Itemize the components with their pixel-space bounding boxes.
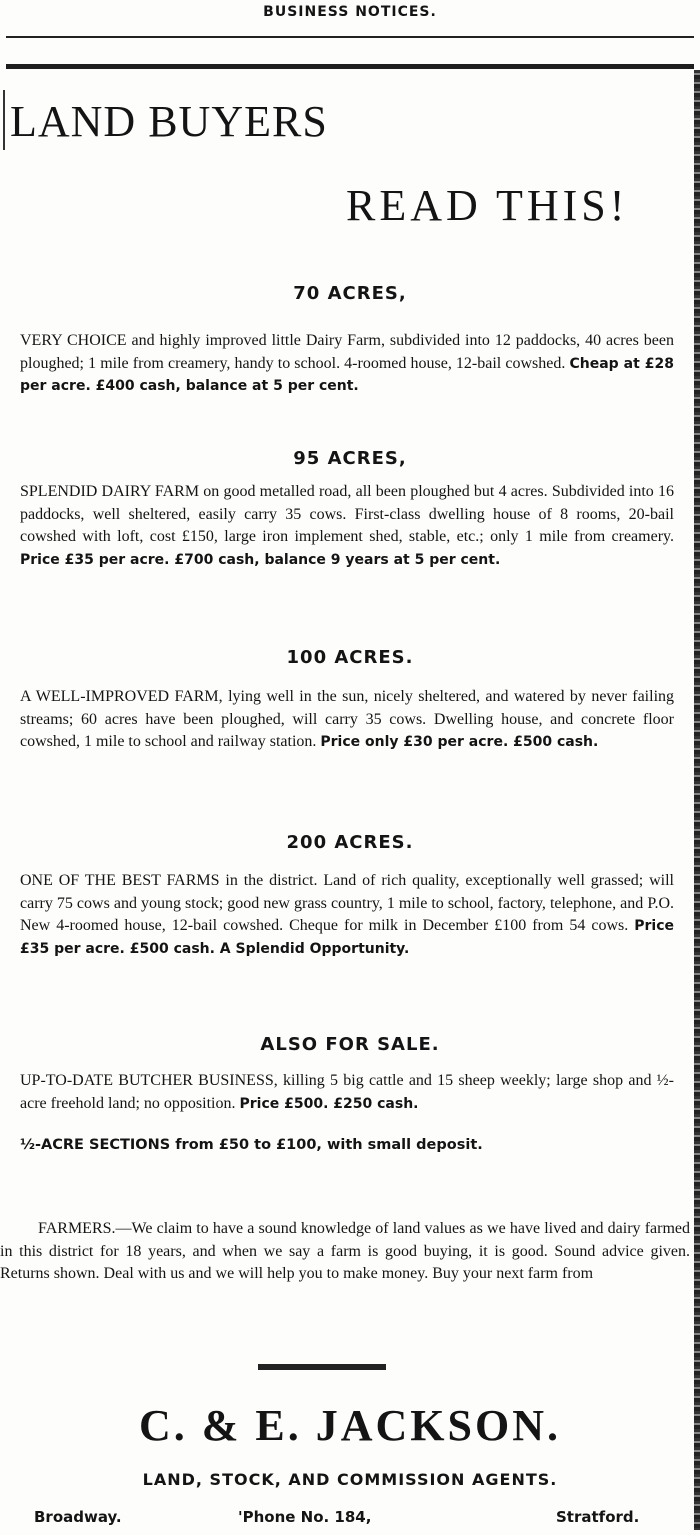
firm-name: C. & E. JACKSON.: [138, 1401, 562, 1450]
headline-read-this: READ THIS!: [346, 181, 629, 230]
listing-lead: SPLENDID DAIRY FARM: [20, 483, 200, 500]
footer-phone: 'Phone No. 184,: [238, 1508, 372, 1526]
listing-body: and highly improved little Dairy Farm, subdivided into 12 paddocks, 40 acres been ploughed; 1 mile from creamery, handy to school. 4-roomed house, 12-bail cowshed.: [20, 332, 674, 372]
listing-text: [20, 870, 674, 960]
listing-lead: ONE OF THE BEST FARMS: [20, 872, 220, 889]
ad-left-border: [3, 90, 5, 150]
section-header: BUSINESS NOTICES.: [263, 4, 437, 20]
listing-heading: 200 ACRES.: [286, 832, 414, 853]
decorative-rule: [258, 1364, 386, 1370]
listing-body: lying well in the sun, nicely sheltered, and watered by never failing streams; 60 acres have been ploughed, will carry 35 cows. Dwelling house, and concrete floor cowshed, 1 mile to school and railway station.: [20, 688, 675, 750]
listing-lead: VERY CHOICE: [20, 332, 127, 349]
ad-top-border: [6, 64, 694, 69]
listing-price: Price only £30 per acre. £500 cash.: [320, 734, 599, 750]
headline-land-buyers: LAND BUYERS: [10, 97, 328, 146]
listing-heading: 100 ACRES.: [286, 647, 414, 668]
sections-offer: ½-ACRE SECTIONS from £50 to £100, with small deposit.: [20, 1137, 483, 1153]
listing-body: in the district. Land of rich quality, exceptionally well grassed; will carry 75 cows and young stock; good new grass country, 1 mile to school, factory, telephone, and P.O. New 4-roomed house, 12-bail cowshed. Cheque for milk in December £100 from 54 cows.: [20, 872, 674, 934]
listing-lead: A WELL-IMPROVED FARM,: [20, 688, 223, 705]
listing-price: Cheap at £28 per acre. £400 cash, balance at 5 per cent.: [20, 355, 675, 394]
footer-address: Broadway.: [34, 1508, 122, 1526]
listing-price: Price £500. £250 cash.: [239, 1095, 419, 1112]
listing-heading: 95 ACRES,: [293, 448, 407, 469]
header-rule: [6, 36, 694, 38]
footer-town: Stratford.: [556, 1508, 640, 1526]
listing-price: Price £35 per acre. £500 cash. A Splendid Opportunity.: [20, 918, 674, 957]
listing-heading: ALSO FOR SALE.: [260, 1034, 440, 1055]
listing-text: [20, 686, 674, 754]
listing-price: Price £35 per acre. £700 cash, balance 9 years at 5 per cent.: [20, 551, 501, 568]
listing-text: [20, 1070, 674, 1115]
listing-text: [20, 481, 674, 571]
listing-text: [20, 330, 674, 398]
agents-line: LAND, STOCK, AND COMMISSION AGENTS.: [142, 1470, 558, 1489]
listing-body: killing 5 big cattle and 15 sheep weekly; large shop and ½-acre freehold land; no opposition.: [20, 1072, 675, 1112]
listing-body: on good metalled road, all been ploughed but 4 acres. Subdivided into 16 paddocks, well sheltered, easily carry 35 cows. First-class dwelling house of 8 rooms, 20-bail cowshed with loft, cost £150, large iron implement shed, stable, etc.; only 1 mile from creamery.: [20, 483, 675, 545]
listing-lead: UP-TO-DATE BUTCHER BUSINESS,: [20, 1072, 278, 1089]
farmers-paragraph: FARMERS.—We claim to have a sound knowledge of land values as we have lived and dairy farmed in this district for 18 years, and when we say a farm is good buying, it is good. Sound advice given. Returns shown. Deal with us and we will help you to make money. Buy your next farm from: [0, 1220, 690, 1282]
listing-heading: 70 ACRES,: [293, 283, 407, 304]
